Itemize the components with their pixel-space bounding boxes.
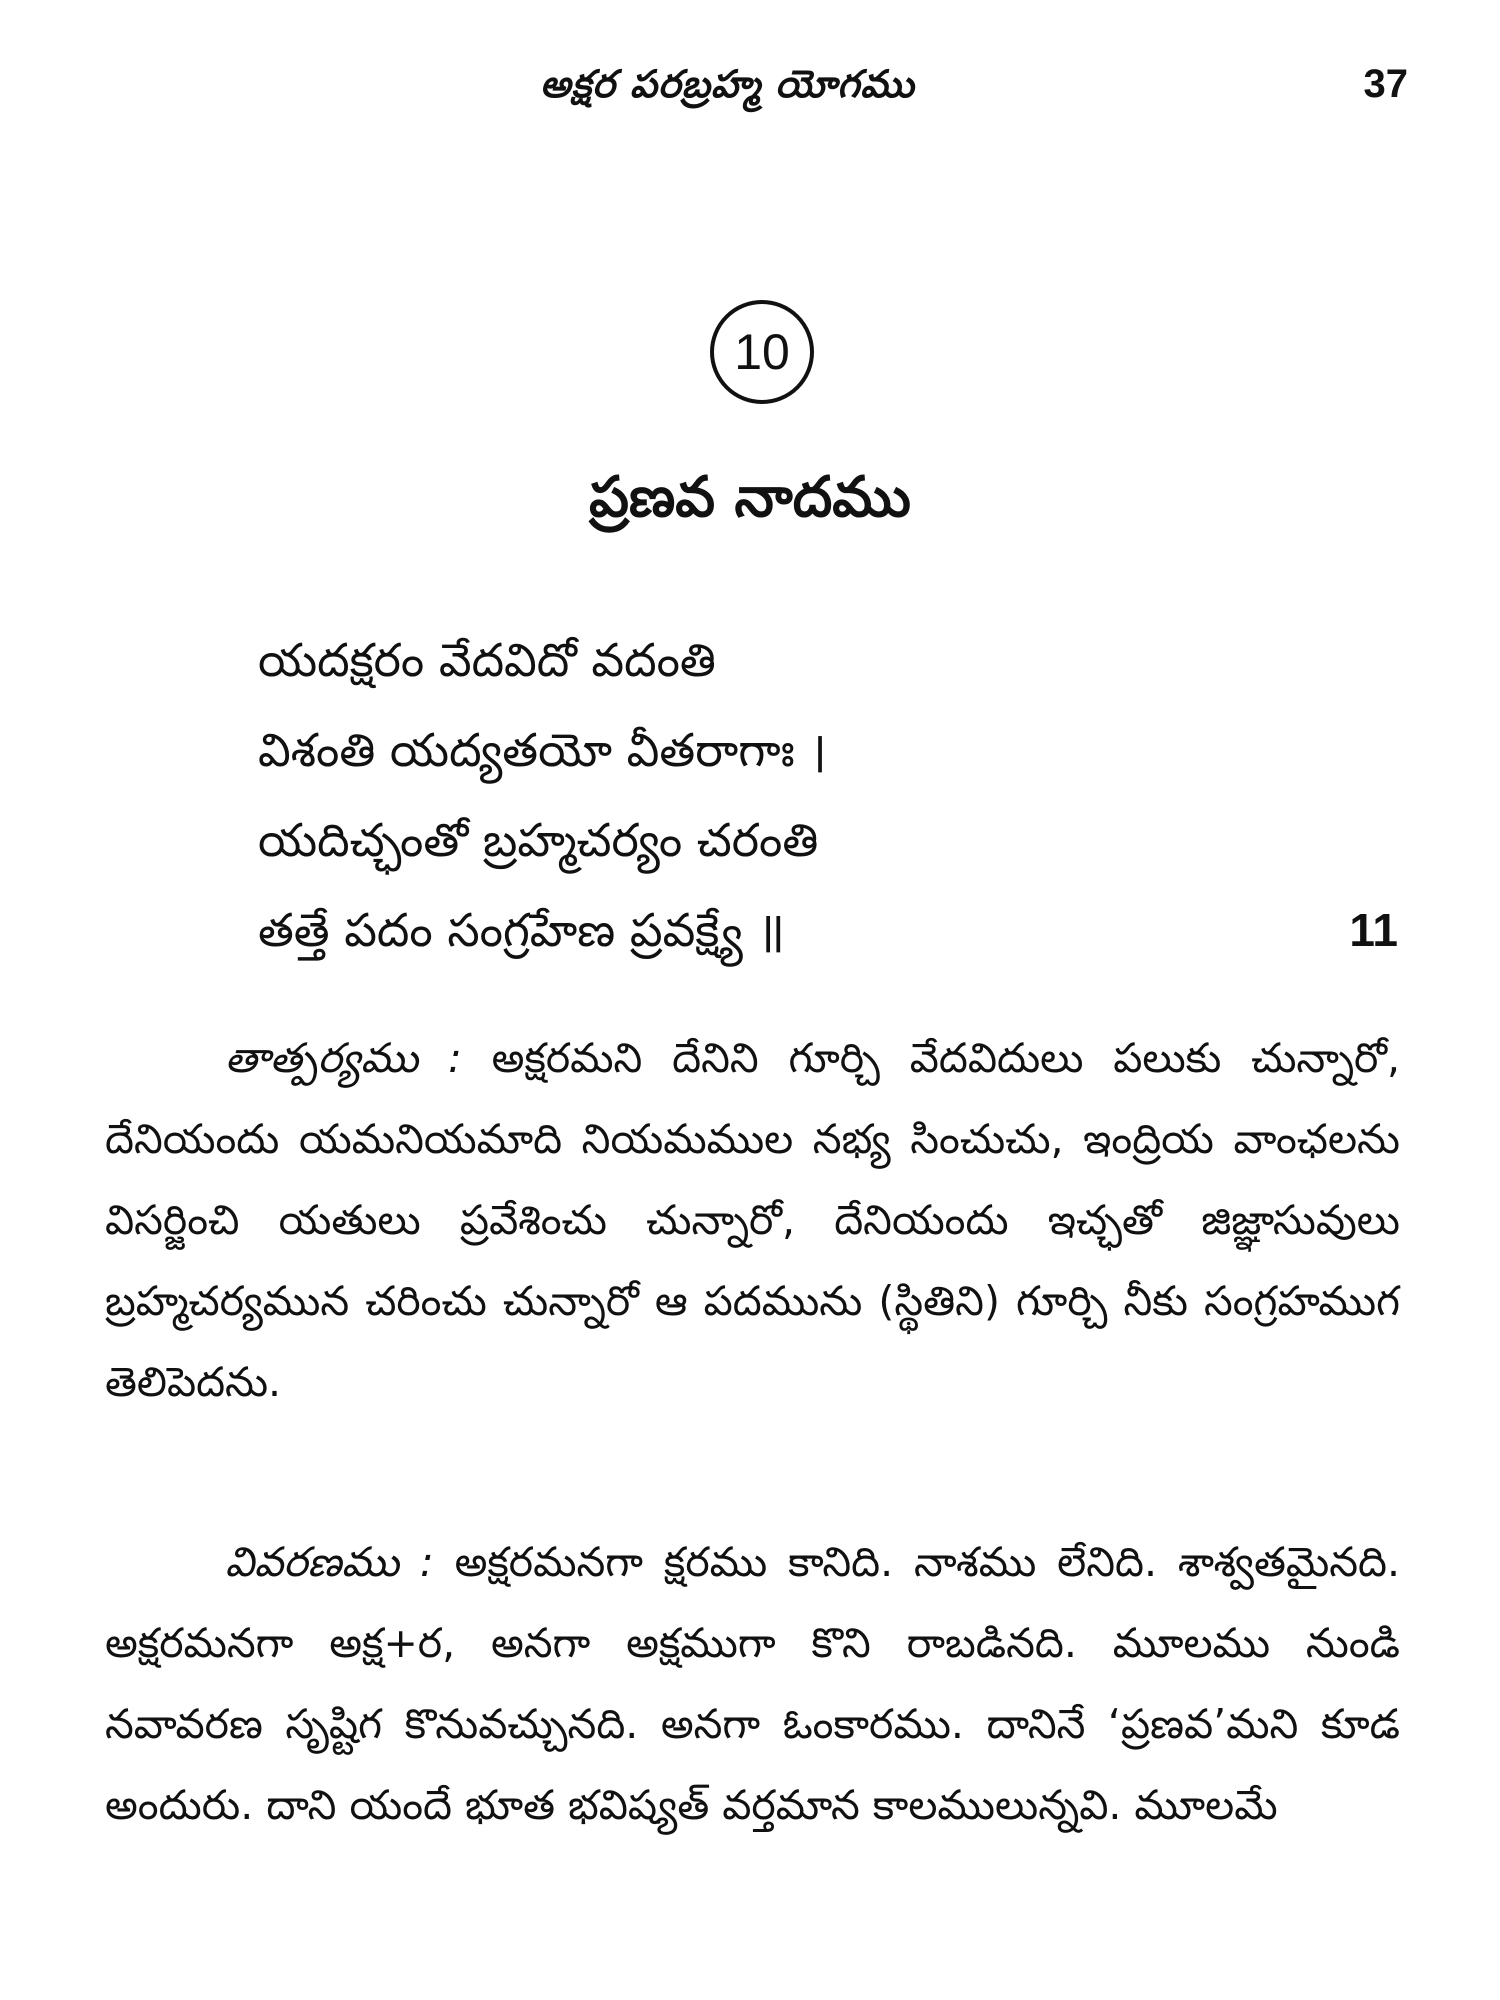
verse-line-last <box>258 885 1398 975</box>
verse-line: యదక్షరం వేదవిదో వదంతి <box>258 633 716 687</box>
verse-line-text: తత్తే పదం సంగ్రహేణ ప్రవక్ష్యే ॥ <box>258 903 785 957</box>
meaning-text: అక్షరమని దేనిని గూర్చి వేదవిదులు పలుకు చున్నారో, దేనియందు యమనియమాది నియమముల నభ్య సించుచు, ఇంద్రియ వాంఛలను విసర్జించి యతులు ప్రవేశించు చున్నారో, దేనియందు ఇచ్ఛతో జిజ్ఞాసువులు బ్రహ్మచర్యమున చరించు చున్నారో ఆ పదమును (స్థితిని) గూర్చి నీకు సంగ్రహముగ తెలిపెదను. <box>105 1034 1400 1406</box>
chapter-number-badge <box>710 300 814 404</box>
verse-number: 11 <box>1349 904 1398 956</box>
verse-line: యదిచ్ఛంతో బ్రహ్మచర్యం చరంతి <box>258 813 819 867</box>
explanation-text: అక్షరమనగా క్షరము కానిది. నాశము లేనిది. శాశ్వతమైనది. అక్షరమనగా అక్ష+ర, అనగా అక్షముగా కొని రాబడినది. మూలము నుండి నవావరణ సృష్టిగ కొనువచ్చునది. అనగా ఓంకారము. దానినే ‘ప్రణవ’మని కూడ అందురు. దాని యందే భూత భవిష్యత్ వర్తమాన కాలములున్నవి. మూలమే <box>105 1538 1400 1829</box>
explanation-paragraph <box>105 1522 1400 1846</box>
running-title: అక్షర పరబ్రహ్మ యోగము <box>540 62 915 106</box>
verse-line: విశంతి యద్యతయో వీతరాగాః । <box>258 723 827 777</box>
meaning-paragraph <box>105 1018 1400 1423</box>
verse-block <box>258 615 1398 975</box>
meaning-label: తాత్పర్యము : <box>225 1034 462 1082</box>
chapter-title: ప్రణవ నాదము <box>589 465 911 530</box>
chapter-number: 10 <box>734 324 790 380</box>
explanation-label: వివరణము : <box>225 1538 434 1586</box>
running-header <box>0 62 1500 122</box>
page-number: 37 <box>1363 62 1408 106</box>
